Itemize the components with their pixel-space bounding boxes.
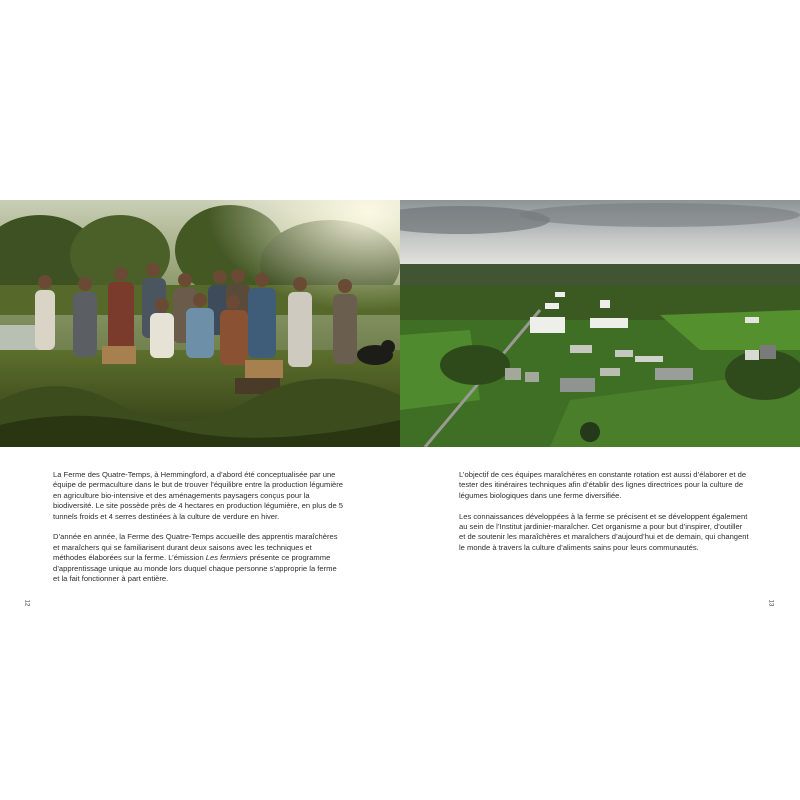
farm-team-photo <box>0 200 400 447</box>
page-number-right: 13 <box>767 599 774 607</box>
left-paragraph-1: La Ferme des Quatre-Temps, à Hemmingford, a d’abord été conceptualisée par une équipe de permaculture dans le but de trouver l’équilibre entre la production légumière en agriculture bio-intensive et des aménagements paysagers conçus pour la biodiversité. Le site possède près de 4 hectares en production légumière, en plus de 5 tunnels froids et 4 serres destinées à la culture de verdure en hiver. <box>53 470 344 521</box>
left-paragraph-2-end: présente ce programme d’apprentissage unique au monde lors duquel chaque personne s’approprie la ferme et la fait fonctionner à part entière. <box>53 553 337 584</box>
show-title: Les fermiers <box>205 553 248 563</box>
right-page-text <box>459 470 749 553</box>
farm-aerial-photo <box>400 200 800 447</box>
right-paragraph-1: L’objectif de ces équipes maraîchères en constante rotation est aussi d’élaborer et de tester des itinéraires techniques afin d’établir des lignes directrices pour la culture de légumes biologiques dans une ferme diversifiée. <box>459 470 747 500</box>
page-number-left: 12 <box>23 599 30 607</box>
right-paragraph-2: Les connaissances développées à la ferme se précisent et se développent également au sein de l’Institut jardinier-maraîcher. Cet organisme a pour but d’inspirer, d’outiller et de soutenir les maraîchères et maraîchers d’aujourd’hui et de demain, qui changent le monde à travers la culture d’aliments sains pour leurs communautés. <box>459 511 749 552</box>
left-paragraph-2-start: D’année en année, la Ferme des Quatre-Temps accueille des apprentis maraîchères et maraîchers qui se familiarisent durant deux saisons avec les techniques et méthodes élaborées sur la ferme. L’émission <box>53 532 338 563</box>
left-paragraph-2 <box>53 532 343 584</box>
left-page-text <box>53 470 343 584</box>
